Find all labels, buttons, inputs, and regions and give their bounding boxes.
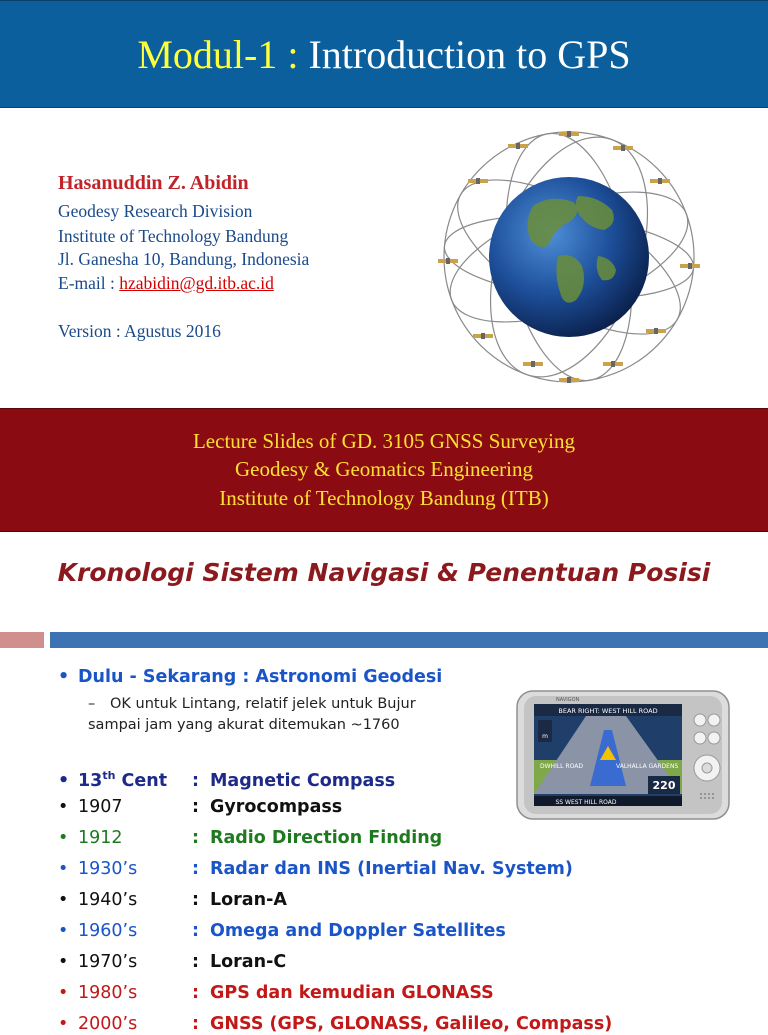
slide-title — [0, 31, 768, 79]
timeline-year: 1907 — [78, 797, 123, 817]
bullet-dot: • — [58, 952, 69, 972]
lecture-line-2: Geodesy & Geomatics Engineering — [235, 457, 533, 481]
device-bottom-street: SS WEST HILL ROAD — [555, 799, 617, 806]
timeline-event: Gyrocompass — [210, 797, 343, 817]
timeline-event: Radio Direction Finding — [210, 828, 443, 848]
timeline-year: 2000’s — [78, 1014, 138, 1034]
email-label: E-mail : — [58, 273, 115, 293]
timeline-event: GNSS (GPS, GLONASS, Galileo, Compass) — [210, 1014, 613, 1034]
timeline-year — [78, 765, 192, 792]
gps-constellation-globe-image — [438, 126, 700, 388]
title-module: Modul-1 : — [137, 32, 299, 77]
lecture-line-3: Institute of Technology Bandung (ITB) — [219, 486, 549, 510]
title-banner — [0, 0, 768, 108]
timeline-year: 1912 — [78, 828, 123, 848]
timeline-year: 1930’s — [78, 859, 138, 879]
timeline-year: 1970’s — [78, 952, 138, 972]
timeline-item: • 1930’s : Radar dan INS (Inertial Nav. System) — [58, 859, 573, 879]
timeline-event: Omega and Doppler Satellites — [210, 921, 506, 941]
email-link[interactable]: hzabidin@gd.itb.ac.id — [119, 273, 274, 293]
intro-bullet-text: Dulu - Sekarang : Astronomi Geodesi — [78, 667, 443, 687]
timeline-year: 1940’s — [78, 890, 138, 910]
sub-bullet-line-2: sampai jam yang akurat ditemukan ~1760 — [88, 717, 400, 733]
timeline-item: • 1940’s : Loran-A — [58, 890, 287, 910]
timeline-event: GPS dan kemudian GLONASS — [210, 983, 494, 1003]
timeline-event: Radar dan INS (Inertial Nav. System) — [210, 859, 573, 879]
year-suffix: th — [102, 769, 116, 782]
sub-bullet — [88, 694, 416, 714]
timeline-year: 1980’s — [78, 983, 138, 1003]
author-division: Geodesy Research Division — [58, 201, 253, 221]
title-main: Introduction to GPS — [308, 32, 631, 77]
bullet-dot: • — [58, 1014, 69, 1034]
intro-bullet — [58, 666, 442, 688]
timeline-item: • 2000’s : GNSS (GPS, GLONASS, Galileo, Compass) — [58, 1014, 613, 1034]
device-brand: NAVIGON — [556, 697, 580, 703]
device-banner-text: BEAR RIGHT: WEST HILL ROAD — [558, 707, 658, 715]
bullet-dot: • — [58, 921, 69, 941]
divider-accent-red — [0, 632, 44, 648]
lecture-line-1: Lecture Slides of GD. 3105 GNSS Surveying — [192, 429, 576, 453]
year-rest: Cent — [115, 770, 168, 791]
device-street-right: VALHALLA GARDENS — [616, 763, 679, 770]
bullet-dot: • — [58, 797, 69, 817]
year-base: 13 — [78, 770, 103, 791]
bullet-dot: • — [58, 667, 70, 687]
divider-accent-blue — [50, 632, 768, 648]
version-text: Version : Agustus 2016 — [58, 321, 221, 341]
device-distance: 220 — [652, 779, 676, 792]
sub-bullet-line-1: OK untuk Lintang, relatif jelek untuk Bujur — [110, 696, 416, 712]
timeline-year: 1960’s — [78, 921, 138, 941]
timeline-event: Magnetic Compass — [210, 770, 396, 791]
bullet-dot: • — [58, 890, 69, 910]
timeline-item: • 13th Cent : Magnetic Compass — [58, 765, 395, 792]
author-email-row — [58, 272, 274, 294]
author-address: Jl. Ganesha 10, Bandung, Indonesia — [58, 249, 310, 269]
bullet-dot: • — [58, 770, 70, 791]
device-street-left: DWHILL ROAD — [540, 763, 583, 770]
sub-bullet-dash: – — [88, 696, 96, 712]
timeline-item: • 1980’s : GPS dan kemudian GLONASS — [58, 983, 494, 1003]
timeline-event: Loran-A — [210, 890, 287, 910]
bullet-dot: • — [58, 859, 69, 879]
device-unit: m — [542, 733, 548, 740]
timeline-item: • 1907 : Gyrocompass — [58, 797, 343, 817]
bullet-dot: • — [58, 983, 69, 1003]
lecture-banner — [0, 408, 768, 532]
timeline-item: • 1960’s : Omega and Doppler Satellites — [58, 921, 506, 941]
bullet-dot: • — [58, 828, 69, 848]
timeline-event: Loran-C — [210, 952, 287, 972]
author-name: Hasanuddin Z. Abidin — [58, 172, 249, 194]
author-institute: Institute of Technology Bandung — [58, 226, 289, 246]
slide2-title: Kronologi Sistem Navigasi & Penentuan Posisi — [57, 558, 711, 587]
timeline-item: • 1970’s : Loran-C — [58, 952, 287, 972]
timeline-item: • 1912 : Radio Direction Finding — [58, 828, 443, 848]
gps-navigation-device-image — [516, 690, 730, 820]
